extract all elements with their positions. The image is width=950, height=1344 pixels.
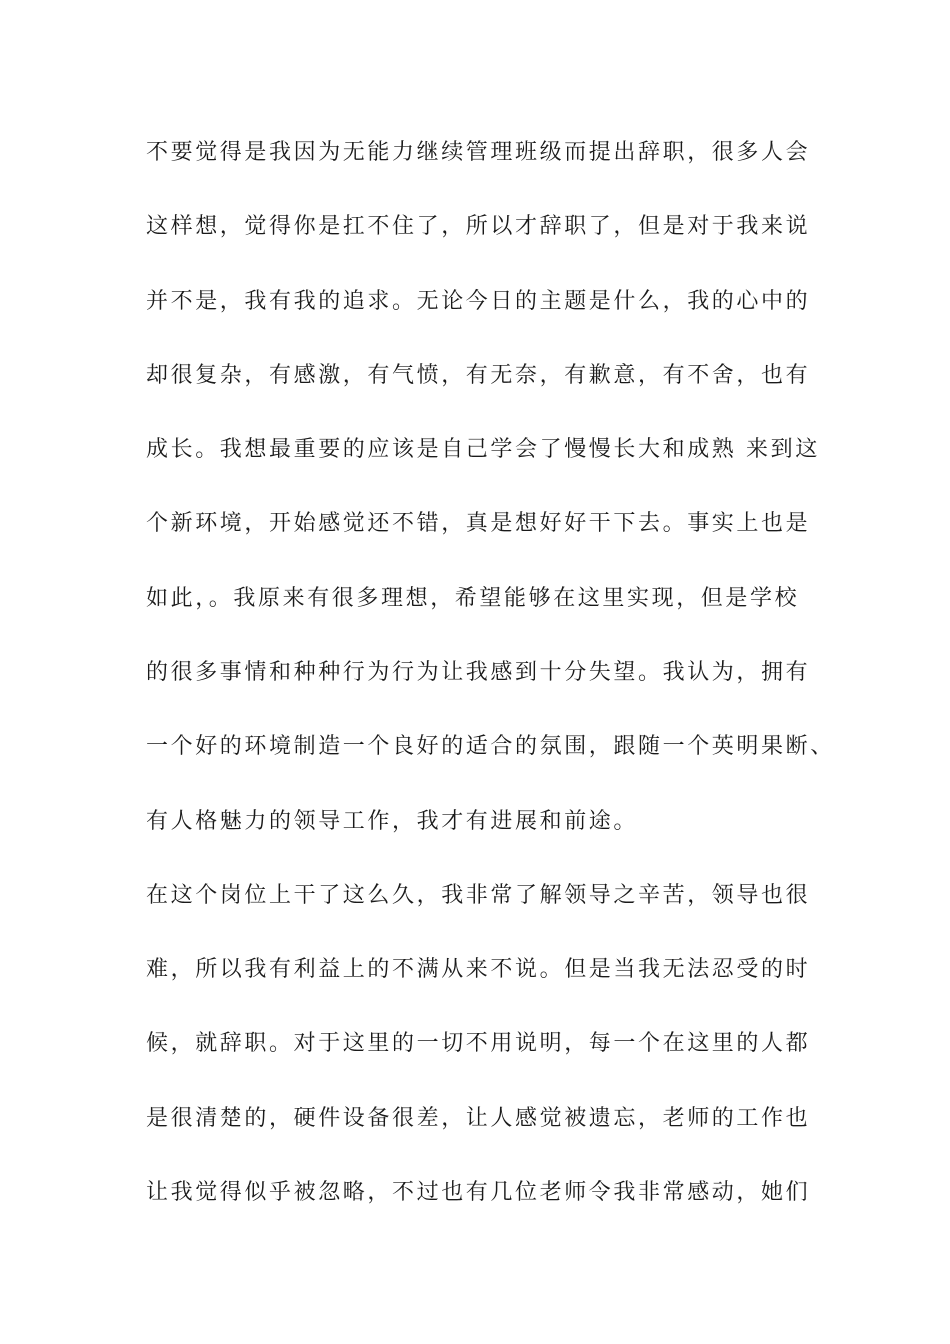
text-line: 有人格魅力的领导工作，我才有进展和前途。	[146, 808, 639, 834]
text-line: 成长。我想最重要的应该是自己学会了慢慢长大和成熟 来到这	[146, 437, 820, 463]
body-text	[146, 134, 835, 1248]
text-line: 一个好的环境制造一个良好的适合的氛围，跟随一个英明果断、	[146, 734, 835, 760]
text-line: 却很复杂，有感激，有气愤，有无奈，有歉意，有不舍，也有	[146, 362, 811, 388]
text-line: 是很清楚的，硬件设备很差，让人感觉被遗忘，老师的工作也	[146, 1105, 811, 1131]
text-line: 如此，。我原来有很多理想，希望能够在这里实现，但是学校	[146, 585, 800, 611]
text-line: 并不是，我有我的追求。无论今日的主题是什么，我的心中的	[146, 288, 811, 314]
text-line: 难，所以我有利益上的不满从来不说。但是当我无法忍受的时	[146, 957, 811, 983]
text-line: 个新环境，开始感觉还不错，真是想好好干下去。事实上也是	[146, 511, 811, 537]
text-line: 在这个岗位上干了这么久，我非常了解领导之辛苦，领导也很	[146, 882, 811, 908]
text-line: 候，就辞职。对于这里的一切不用说明，每一个在这里的人都	[146, 1031, 811, 1057]
text-line: 不要觉得是我因为无能力继续管理班级而提出辞职，很多人会	[146, 140, 811, 165]
text-line: 这样想，觉得你是扛不住了，所以才辞职了，但是对于我来说	[146, 214, 811, 240]
text-line: 的很多事情和种种行为行为让我感到十分失望。我认为，拥有	[146, 659, 811, 685]
text-line: 让我觉得似乎被忽略，不过也有几位老师令我非常感动，她们	[146, 1179, 811, 1205]
